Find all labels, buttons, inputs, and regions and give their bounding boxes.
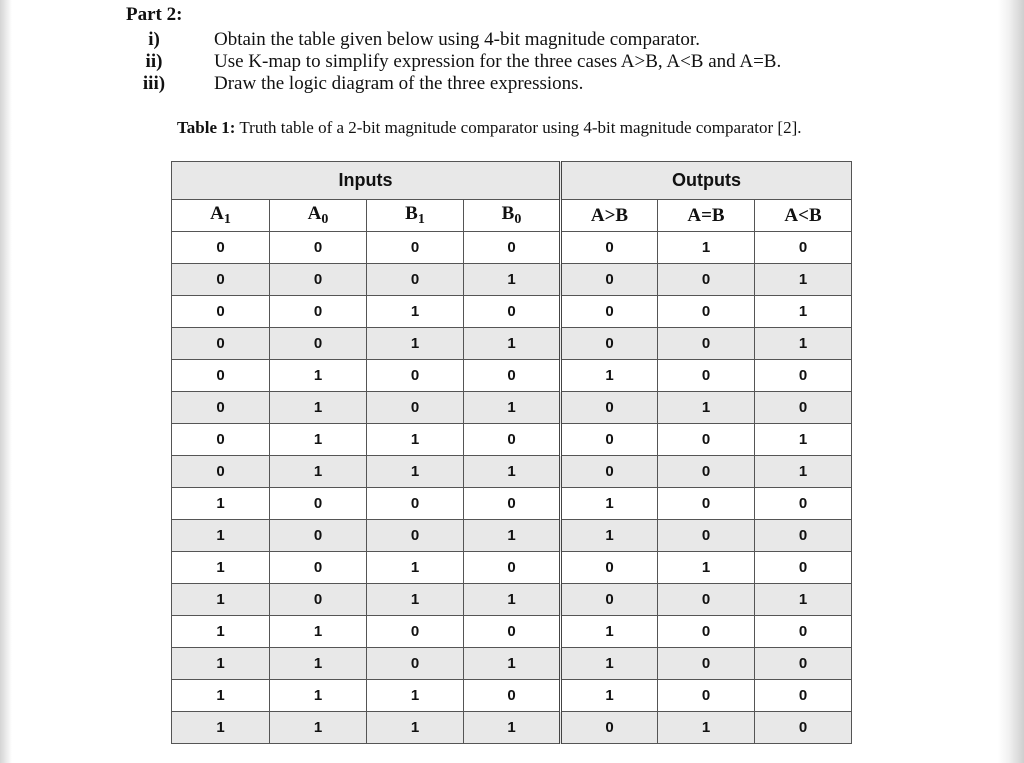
cell-a1: 0: [172, 360, 270, 392]
cell-a-greater-b: 0: [561, 552, 658, 584]
page-edge-right: [998, 0, 1024, 763]
cell-a-equal-b: 1: [658, 232, 755, 264]
cell-b1: 1: [367, 424, 464, 456]
cell-a-equal-b: 0: [658, 488, 755, 520]
cell-a0: 1: [270, 616, 367, 648]
cell-b1: 0: [367, 616, 464, 648]
table-row: [172, 584, 852, 616]
table-row: [172, 232, 852, 264]
cell-a-less-b: 0: [755, 648, 852, 680]
cell-a1: 0: [172, 232, 270, 264]
cell-b0: 0: [464, 488, 561, 520]
cell-a-equal-b: 0: [658, 424, 755, 456]
cell-a-greater-b: 0: [561, 584, 658, 616]
cell-a-greater-b: 0: [561, 456, 658, 488]
col-header-a-less-b: A<B: [755, 200, 852, 232]
col-header-a1: $A_1$: [172, 200, 270, 232]
table-row: [172, 712, 852, 744]
cell-b0: 0: [464, 680, 561, 712]
cell-a0: 0: [270, 264, 367, 296]
cell-a-greater-b: 1: [561, 360, 658, 392]
cell-a-equal-b: 0: [658, 328, 755, 360]
cell-a-equal-b: 1: [658, 712, 755, 744]
cell-b1: 0: [367, 232, 464, 264]
cell-b1: 0: [367, 520, 464, 552]
cell-a-less-b: 1: [755, 328, 852, 360]
cell-a-equal-b: 0: [658, 360, 755, 392]
cell-a1: 1: [172, 616, 270, 648]
cell-b0: 0: [464, 552, 561, 584]
table-caption: [177, 118, 802, 138]
cell-b0: 1: [464, 264, 561, 296]
cell-b0: 1: [464, 648, 561, 680]
page-edge-left: [0, 0, 12, 763]
cell-b0: 1: [464, 328, 561, 360]
table-row: [172, 680, 852, 712]
col-header-b0: $B_0$: [464, 200, 561, 232]
cell-b0: 0: [464, 360, 561, 392]
cell-a1: 1: [172, 584, 270, 616]
cell-a-less-b: 1: [755, 456, 852, 488]
cell-a-equal-b: 1: [658, 392, 755, 424]
table-row: [172, 520, 852, 552]
cell-a1: 0: [172, 264, 270, 296]
cell-a0: 0: [270, 520, 367, 552]
table-row: [172, 264, 852, 296]
cell-a0: 0: [270, 552, 367, 584]
cell-a0: 1: [270, 648, 367, 680]
table-row: [172, 616, 852, 648]
cell-a0: 1: [270, 680, 367, 712]
table-row: [172, 296, 852, 328]
cell-a-greater-b: 0: [561, 392, 658, 424]
cell-b1: 1: [367, 712, 464, 744]
col-header-b1: $B_1$: [367, 200, 464, 232]
task-text: Obtain the table given below using 4-bit magnitude comparator.: [214, 29, 700, 50]
task-number: ii): [145, 51, 163, 72]
cell-b0: 0: [464, 232, 561, 264]
cell-a1: 0: [172, 328, 270, 360]
table-row: [172, 488, 852, 520]
cell-b0: 1: [464, 392, 561, 424]
cell-b0: 0: [464, 296, 561, 328]
cell-a0: 1: [270, 424, 367, 456]
cell-a1: 1: [172, 680, 270, 712]
cell-a1: 1: [172, 712, 270, 744]
cell-a0: 1: [270, 392, 367, 424]
cell-a0: 1: [270, 360, 367, 392]
table-row: [172, 456, 852, 488]
table-row: [172, 424, 852, 456]
cell-b0: 1: [464, 456, 561, 488]
cell-a1: 0: [172, 424, 270, 456]
cell-a-equal-b: 0: [658, 296, 755, 328]
table-row: [172, 552, 852, 584]
cell-a-greater-b: 0: [561, 264, 658, 296]
table-row: [172, 360, 852, 392]
cell-a-equal-b: 0: [658, 584, 755, 616]
cell-a-less-b: 0: [755, 616, 852, 648]
cell-a0: 1: [270, 456, 367, 488]
cell-a-equal-b: 0: [658, 616, 755, 648]
caption-text: Truth table of a 2-bit magnitude comparator using 4-bit magnitude comparator [2].: [235, 118, 802, 137]
cell-a1: 1: [172, 520, 270, 552]
task-text: Draw the logic diagram of the three expressions.: [214, 73, 584, 94]
table-row: [172, 392, 852, 424]
table-row: [172, 648, 852, 680]
cell-b1: 1: [367, 296, 464, 328]
cell-a0: 0: [270, 488, 367, 520]
cell-a1: 1: [172, 488, 270, 520]
inputs-group-header: Inputs: [172, 162, 561, 200]
cell-a-equal-b: 0: [658, 456, 755, 488]
cell-a-less-b: 0: [755, 360, 852, 392]
task-number: iii): [142, 73, 166, 94]
cell-a-equal-b: 0: [658, 680, 755, 712]
column-header-row: [172, 200, 852, 232]
cell-a-less-b: 1: [755, 424, 852, 456]
cell-b1: 1: [367, 456, 464, 488]
cell-a-less-b: 0: [755, 392, 852, 424]
cell-b0: 0: [464, 424, 561, 456]
cell-a0: 0: [270, 296, 367, 328]
cell-b1: 1: [367, 552, 464, 584]
cell-a-greater-b: 1: [561, 680, 658, 712]
cell-b0: 1: [464, 520, 561, 552]
cell-a-greater-b: 1: [561, 616, 658, 648]
cell-a-less-b: 0: [755, 488, 852, 520]
cell-b1: 0: [367, 264, 464, 296]
cell-a-less-b: 1: [755, 296, 852, 328]
cell-a-greater-b: 1: [561, 648, 658, 680]
cell-a-less-b: 1: [755, 264, 852, 296]
cell-a-equal-b: 1: [658, 552, 755, 584]
task-number: i): [148, 29, 160, 50]
cell-a-greater-b: 1: [561, 488, 658, 520]
cell-b1: 1: [367, 680, 464, 712]
cell-a-greater-b: 0: [561, 424, 658, 456]
cell-a-less-b: 0: [755, 712, 852, 744]
truth-table: [171, 161, 852, 744]
cell-a1: 0: [172, 296, 270, 328]
cell-a1: 1: [172, 648, 270, 680]
cell-b1: 0: [367, 392, 464, 424]
cell-a1: 0: [172, 456, 270, 488]
part-title: Part 2:: [126, 4, 183, 25]
cell-a-greater-b: 0: [561, 296, 658, 328]
cell-a-less-b: 1: [755, 584, 852, 616]
cell-b1: 0: [367, 488, 464, 520]
cell-a1: 0: [172, 392, 270, 424]
col-header-a0: $A_0$: [270, 200, 367, 232]
cell-b0: 1: [464, 584, 561, 616]
col-header-a-greater-b: A>B: [561, 200, 658, 232]
table-row: [172, 328, 852, 360]
cell-a-greater-b: 1: [561, 520, 658, 552]
cell-a-greater-b: 0: [561, 232, 658, 264]
truth-table-body: [172, 232, 852, 744]
outputs-group-header: Outputs: [561, 162, 852, 200]
caption-label: Table 1:: [177, 118, 236, 137]
cell-b0: 0: [464, 616, 561, 648]
cell-a0: 0: [270, 232, 367, 264]
cell-a-equal-b: 0: [658, 264, 755, 296]
cell-a-greater-b: 0: [561, 712, 658, 744]
cell-b1: 0: [367, 360, 464, 392]
cell-a-less-b: 0: [755, 232, 852, 264]
cell-b1: 1: [367, 328, 464, 360]
cell-a-equal-b: 0: [658, 648, 755, 680]
cell-a0: 0: [270, 584, 367, 616]
cell-b1: 0: [367, 648, 464, 680]
task-text: Use K-map to simplify expression for the three cases A>B, A<B and A=B.: [214, 51, 782, 72]
cell-a-equal-b: 0: [658, 520, 755, 552]
cell-b0: 1: [464, 712, 561, 744]
cell-a-less-b: 0: [755, 520, 852, 552]
cell-b1: 1: [367, 584, 464, 616]
cell-a-less-b: 0: [755, 680, 852, 712]
cell-a-less-b: 0: [755, 552, 852, 584]
cell-a0: 1: [270, 712, 367, 744]
col-header-a-equal-b: A=B: [658, 200, 755, 232]
cell-a0: 0: [270, 328, 367, 360]
cell-a1: 1: [172, 552, 270, 584]
cell-a-greater-b: 0: [561, 328, 658, 360]
